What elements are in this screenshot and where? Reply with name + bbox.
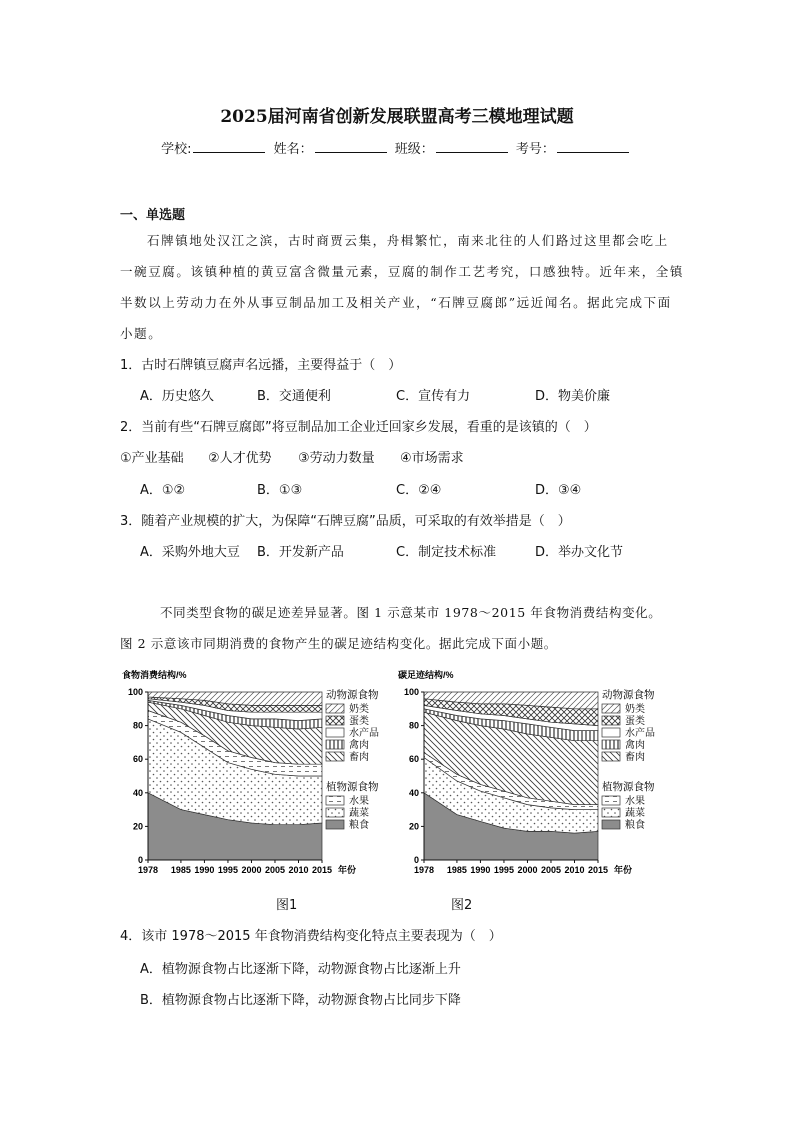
legend-swatch [326, 820, 344, 829]
school-blank[interactable] [193, 140, 265, 153]
q1-option-c[interactable]: C．宣传有力 [396, 389, 471, 404]
legend-swatch [326, 728, 344, 737]
page-title: 2025届河南省创新发展联盟高考三模地理试题 [220, 107, 574, 127]
y-tick-label: 60 [408, 754, 419, 765]
name-label: 姓名： [273, 142, 313, 157]
x-tick-label: 2005 [264, 865, 285, 875]
y-tick-label: 100 [403, 687, 419, 697]
x-tick-label: 1990 [194, 865, 215, 875]
legend-swatch [326, 704, 344, 713]
legend-item-label: 蔬菜 [625, 808, 645, 819]
y-tick-label: 40 [132, 787, 143, 798]
passage1-line-2: 一碗豆腐。该镇种植的黄豆富含微量元素，豆腐的制作工艺考究，口感独特。近年来，全镇 [120, 264, 685, 279]
legend-swatch [602, 704, 620, 713]
class-blank[interactable] [436, 140, 508, 153]
y-tick-label: 40 [408, 787, 419, 798]
q1-option-a[interactable]: A．历史悠久 [140, 389, 214, 404]
question-3-stem: 3．随着产业规模的扩大，为保障“石牌豆腐”品质，可采取的有效举措是（ ） [120, 514, 571, 529]
question-2-stem: 2．当前有些“石牌豆腐郎”将豆制品加工企业迁回家乡发展，看重的是该镇的（ ） [120, 420, 597, 435]
passage1-line-3: 半数以上劳动力在外从事豆制品加工及相关产业，“石牌豆腐郎”远近闻名。据此完成下面 [120, 295, 672, 310]
exam-no-blank[interactable] [557, 140, 629, 153]
school-label: 学校: [161, 142, 192, 157]
q2-option-d[interactable]: D．③④ [535, 483, 582, 498]
legend-swatch [326, 796, 344, 805]
q1-option-d[interactable]: D．物美价廉 [535, 389, 611, 404]
y-axis-label: 食物消费结构/% [122, 670, 187, 680]
figure-2-svg [396, 664, 678, 882]
legend-item-label: 粮食 [625, 820, 645, 831]
legend-swatch [326, 808, 344, 817]
legend-item-label: 畜肉 [349, 752, 369, 763]
legend-item-label: 奶类 [625, 704, 645, 715]
q4-option-b[interactable]: B．植物源食物占比逐渐下降，动物源食物占比同步下降 [140, 993, 461, 1008]
class-label: 班级： [394, 142, 434, 157]
q3-option-d[interactable]: D．举办文化节 [535, 545, 624, 560]
exam-no-label: 考号： [515, 142, 555, 157]
q3-option-b[interactable]: B．开发新产品 [257, 545, 344, 560]
question-1-stem: 1．古时石牌镇豆腐声名远播，主要得益于（ ） [120, 358, 402, 373]
figure-2-caption: 图2 [451, 898, 473, 913]
figure-1-caption: 图1 [276, 898, 298, 913]
legend-swatch [326, 740, 344, 749]
y-tick-label: 60 [132, 754, 143, 765]
x-axis-label: 年份 [614, 865, 633, 875]
q2-option-b[interactable]: B．①③ [257, 483, 303, 498]
x-tick-label: 2000 [241, 865, 262, 875]
x-tick-label: 1995 [217, 865, 238, 875]
x-tick-label: 1985 [170, 865, 191, 875]
legend-swatch [326, 752, 344, 761]
y-tick-label: 0 [137, 855, 143, 865]
legend-swatch [602, 740, 620, 749]
x-tick-label: 1978 [137, 865, 159, 875]
q3-option-c[interactable]: C．制定技术标准 [396, 545, 497, 560]
legend-item-label: 禽肉 [625, 740, 645, 751]
legend-group-heading: 植物源食物 [326, 781, 379, 793]
legend-swatch [326, 716, 344, 725]
passage1-line-1: 石牌镇地处汉江之滨，古时商贾云集，舟楫繁忙，南来北往的人们路过这里都会吃上 [147, 233, 669, 248]
y-tick-label: 80 [408, 720, 419, 731]
legend-item-label: 蔬菜 [349, 808, 369, 819]
x-tick-label: 2015 [311, 865, 333, 875]
legend-swatch [602, 716, 620, 725]
x-axis-label: 年份 [338, 865, 357, 875]
legend-item-label: 奶类 [349, 704, 369, 715]
y-axis-label: 碳足迹结构/% [398, 670, 454, 680]
figure-1-svg [120, 664, 398, 882]
legend-item-label: 畜肉 [625, 752, 645, 763]
x-tick-label: 2010 [288, 865, 309, 875]
legend-swatch [602, 808, 620, 817]
section-heading: 一、单选题 [120, 208, 186, 223]
x-tick-label: 2010 [564, 865, 585, 875]
x-tick-label: 1990 [470, 865, 491, 875]
q2-statement-3: ③劳动力数量 [298, 451, 375, 466]
legend-swatch [602, 728, 620, 737]
figure-2 [396, 664, 678, 882]
x-tick-label: 1995 [493, 865, 514, 875]
passage2-line-2: 图 2 示意该市同期消费的食物产生的碳足迹结构变化。据此完成下面小题。 [120, 636, 557, 651]
q2-statement-4: ④市场需求 [400, 451, 464, 466]
legend-group-heading: 动物源食物 [602, 689, 655, 701]
y-tick-label: 20 [408, 821, 419, 832]
legend-item-label: 蛋类 [349, 716, 369, 727]
question-4-stem: 4．该市 1978～2015 年食物消费结构变化特点主要表现为（ ） [120, 929, 502, 944]
legend-item-label: 水产品 [349, 728, 379, 739]
legend-item-label: 水果 [625, 796, 645, 807]
legend-swatch [602, 752, 620, 761]
q3-option-a[interactable]: A．采购外地大豆 [140, 545, 240, 560]
name-blank[interactable] [315, 140, 387, 153]
q4-option-a[interactable]: A．植物源食物占比逐渐下降，动物源食物占比逐渐上升 [140, 962, 461, 977]
x-tick-label: 2005 [540, 865, 561, 875]
passage1-line-4: 小题。 [120, 326, 163, 341]
x-tick-label: 1985 [446, 865, 467, 875]
q2-option-a[interactable]: A．①② [140, 483, 186, 498]
q2-statement-2: ②人才优势 [208, 451, 272, 466]
q2-statement-1: ①产业基础 [120, 451, 184, 466]
legend-item-label: 禽肉 [349, 740, 369, 751]
legend-item-label: 粮食 [349, 820, 369, 831]
y-tick-label: 100 [127, 687, 143, 697]
legend-swatch [602, 796, 620, 805]
x-tick-label: 2000 [517, 865, 538, 875]
y-tick-label: 0 [413, 855, 419, 865]
figure-1 [120, 664, 398, 882]
y-tick-label: 80 [132, 720, 143, 731]
legend-group-heading: 植物源食物 [602, 781, 655, 793]
x-tick-label: 2015 [587, 865, 609, 875]
y-tick-label: 20 [132, 821, 143, 832]
legend-item-label: 水产品 [625, 728, 655, 739]
q2-option-c[interactable]: C．②④ [396, 483, 442, 498]
student-info-line [0, 138, 794, 157]
q1-option-b[interactable]: B．交通便利 [257, 389, 331, 404]
passage2-line-1: 不同类型食物的碳足迹差异显著。图 1 示意某市 1978～2015 年食物消费结构变化。 [160, 605, 662, 620]
legend-group-heading: 动物源食物 [326, 689, 379, 701]
x-tick-label: 1978 [413, 865, 435, 875]
legend-item-label: 水果 [349, 796, 369, 807]
legend-swatch [602, 820, 620, 829]
legend-item-label: 蛋类 [625, 716, 645, 727]
